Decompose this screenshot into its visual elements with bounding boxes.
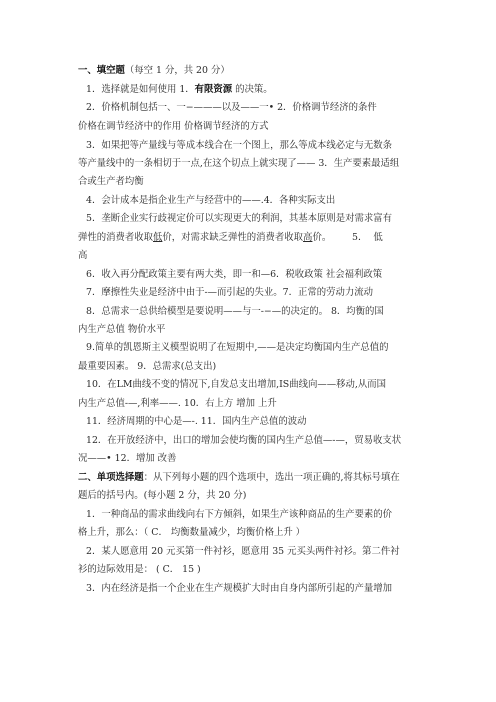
line-mc2: 2．某人愿意用 20 元买第一件衬衫，愿意用 35 元买头两件衬衫。第二件衬 <box>86 546 400 557</box>
text-fragment: 价。 5． 低 <box>312 232 383 243</box>
answer-underline: 低 <box>153 232 163 243</box>
line-q10-answer: 内生产总值-—,利率——. 10．右上方 增加 上升 <box>78 398 277 409</box>
line-q3-cont: 等产量线中的一条相切于一点,在这个切点上就实现了—— 3．生产要素最适组 <box>78 158 400 169</box>
line-q9-answer: 最重要因素。 9．总需求(总支出) <box>78 361 217 372</box>
line-q12: 12．在开放经济中，出口的增加会使均衡的国内生产总值—-—，贸易收支状 <box>86 435 402 446</box>
section-2-header <box>78 471 496 484</box>
text-fragment: 1．选择就是如何使用 1． <box>86 84 195 95</box>
line-q5-answer: 高 <box>78 250 88 261</box>
section-2-intro: ：从下列每小题的四个选项中，选出一项正确的,将其标号填在 <box>143 472 400 483</box>
line-mc1-answer: 格上升，那么：（ C． 均衡数量减少，均衡价格上升 ） <box>78 527 306 538</box>
line-q1 <box>86 83 496 96</box>
line-q9: 9.简单的凯恩斯主义模型说明了在短期中,——是决定均衡国内生产总值的 <box>86 342 389 353</box>
line-mc2-answer: 衫的边际效用是： ( C． 15 ) <box>78 564 201 575</box>
answer-underline: 高 <box>303 232 313 243</box>
line-q6: 6．收入再分配政策主要有两大类，即一和—6．税收政策 社会福利政策 <box>86 269 383 280</box>
section-1-note: （每空 1 分，共 20 分） <box>124 65 230 76</box>
line-q8-answer: 内生产总值 物价水平 <box>78 324 166 335</box>
line-q2-answer: 价格在调节经济中的作用 价格调节经济的方式 <box>78 121 269 132</box>
line-q3-cont2: 合或生产者均衡 <box>78 176 144 187</box>
section-2-note: 题后的括号内。(每小题 2 分，共 20 分) <box>78 490 247 501</box>
text-fragment: 的决策。 <box>232 84 273 95</box>
line-q2: 2．价格机制包括一、一−———以及——一• 2．价格调节经济的条件 <box>86 102 377 113</box>
line-q11: 11．经济周期的中心是—-. 11．国内生产总值的波动 <box>86 416 307 427</box>
line-q3: 3．如果把等产量线与等成本线合在一个图上，那么等成本线必定与无数条 <box>86 140 392 151</box>
line-q5: 5．垄断企业实行歧视定价可以实现更大的利润，其基本原则是对需求富有 <box>86 213 392 224</box>
text-fragment: 弹性的消费者收取 <box>78 232 154 243</box>
section-2-heading: 二、单项选择题 <box>78 472 144 483</box>
section-1-header <box>78 64 496 77</box>
line-mc1: 1．一种商品的需求曲线向右下方倾斜，如果生产该种商品的生产要素的价 <box>86 509 392 520</box>
answer-highlight: 有限资源 <box>194 84 233 95</box>
line-q12-answer: 况——• 12．增加 改善 <box>78 453 177 464</box>
line-q7: 7．摩擦性失业是经济中由于-—而引起的失业。7．正常的劳动力流动 <box>86 287 373 298</box>
line-q5-cont <box>78 231 496 244</box>
line-q4: 4．会计成本是指企业生产与经营中的——.4．各种实际支出 <box>86 195 336 206</box>
section-1-heading: 一、填空题 <box>78 65 125 76</box>
line-q10: 10．在LM曲线不变的情况下,自发总支出增加,IS曲线向——移动,从而国 <box>86 379 386 390</box>
line-q8: 8．总需求一总供给模型是要说明——与一-−—的决定的。 8．均衡的国 <box>86 306 384 317</box>
text-fragment: 价，对需求缺乏弹性的消费者收取 <box>162 232 304 243</box>
line-mc3: 3．内在经济是指一个企业在生产规模扩大时由自身内部所引起的产量增加 <box>86 583 392 594</box>
